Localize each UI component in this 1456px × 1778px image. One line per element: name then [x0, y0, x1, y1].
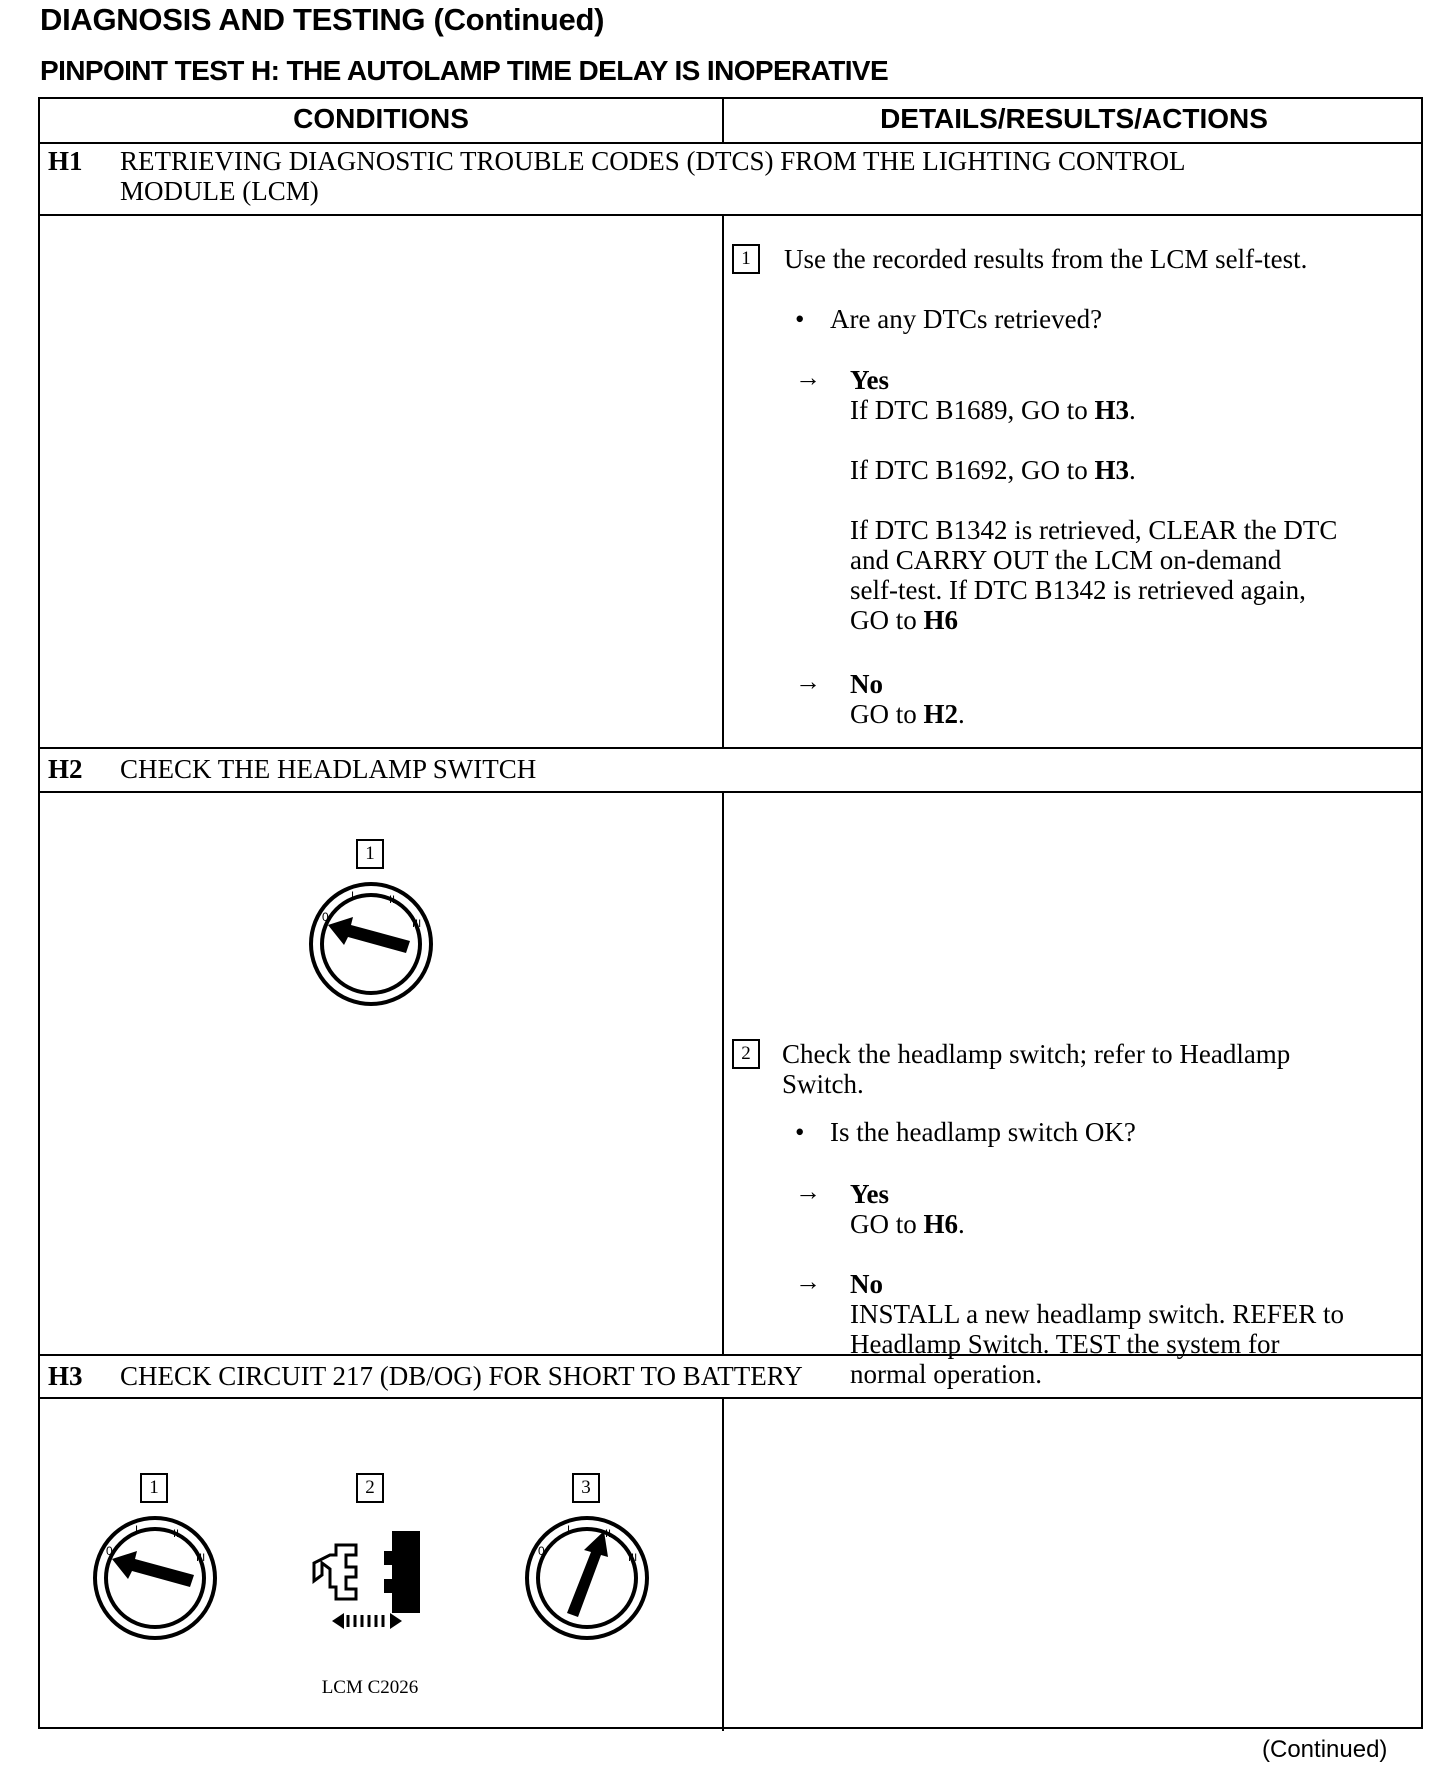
figure-number-box: 1 [140, 1473, 168, 1503]
svg-text:I: I [351, 890, 355, 902]
pinpoint-test-table [38, 97, 1423, 1729]
step-id: H1 [48, 146, 83, 176]
arrow-icon: → [795, 1267, 821, 1296]
h2-no-label: No [850, 1269, 883, 1299]
headlamp-switch-off-icon [90, 1513, 220, 1643]
svg-text:0: 0 [538, 1544, 545, 1558]
step-number-box: 2 [732, 1039, 760, 1069]
pinpoint-test-title: PINPOINT TEST H: THE AUTOLAMP TIME DELAY IS INOPERATIVE [40, 55, 889, 86]
figure-number-box: 2 [356, 1473, 384, 1503]
connector-disconnect-icon [302, 1517, 432, 1637]
h1-no-label: No [850, 669, 883, 699]
svg-text:II: II [389, 894, 396, 906]
bullet: • [795, 1117, 805, 1147]
h2-question: Is the headlamp switch OK? [830, 1117, 1136, 1147]
h1-yes-dtc1: If DTC B1689, GO to H3. [850, 395, 1136, 425]
svg-text:II: II [605, 1528, 612, 1540]
figure-number-box: 1 [356, 839, 384, 869]
svg-text:II: II [173, 1528, 180, 1540]
step-h2-title: H2 CHECK THE HEADLAMP SWITCH [48, 754, 537, 784]
continued-note: (Continued) [1262, 1736, 1388, 1763]
arrow-icon: → [795, 667, 821, 696]
connector-label: LCM C2026 [321, 1677, 419, 1698]
svg-text:0: 0 [106, 1544, 113, 1558]
h2-yes-label: Yes [850, 1179, 889, 1209]
arrow-icon: → [795, 363, 821, 392]
h1-yes-dtc3: If DTC B1342 is retrieved, CLEAR the DTC and CARRY OUT the LCM on-demand self-test. If DTC B1342 is retrieved again, GO to H6 [850, 515, 1338, 635]
h1-question: Are any DTCs retrieved? [830, 304, 1103, 334]
step-h3-title: H3 CHECK CIRCUIT 217 (DB/OG) FOR SHORT TO BATTERY [48, 1361, 803, 1391]
h1-yes-dtc2: If DTC B1692, GO to H3. [850, 455, 1136, 485]
headlamp-switch-on-icon [522, 1513, 652, 1643]
h1-no-action: GO to H2. [850, 699, 965, 729]
svg-text:I: I [135, 1524, 139, 1536]
svg-text:III: III [196, 1552, 206, 1564]
page-title: DIAGNOSIS AND TESTING (Continued) [40, 2, 605, 37]
svg-text:III: III [628, 1552, 638, 1564]
bullet: • [795, 304, 805, 334]
svg-text:0: 0 [322, 910, 329, 924]
arrow-icon: → [795, 1177, 821, 1206]
step-h1-title: H1 RETRIEVING DIAGNOSTIC TROUBLE CODES (DTCS) FROM THE LIGHTING CONTROL MODULE (LCM) [48, 146, 1186, 206]
svg-text:III: III [412, 918, 422, 930]
conditions-header: CONDITIONS [293, 103, 469, 134]
h1-yes-label: Yes [850, 365, 889, 395]
step-number-box: 1 [732, 244, 760, 274]
details-header: DETAILS/RESULTS/ACTIONS [880, 103, 1268, 134]
h2-yes-action: GO to H6. [850, 1209, 965, 1239]
headlamp-switch-off-icon [306, 879, 436, 1009]
figure-number-box: 3 [572, 1473, 600, 1503]
svg-text:I: I [567, 1524, 571, 1536]
h2-instruction: Check the headlamp switch; refer to Headlamp Switch. [782, 1039, 1291, 1099]
h1-instruction: Use the recorded results from the LCM self-test. [784, 244, 1308, 274]
h2-no-action: INSTALL a new headlamp switch. REFER to Headlamp Switch. TEST the system for normal operation. [850, 1299, 1345, 1389]
